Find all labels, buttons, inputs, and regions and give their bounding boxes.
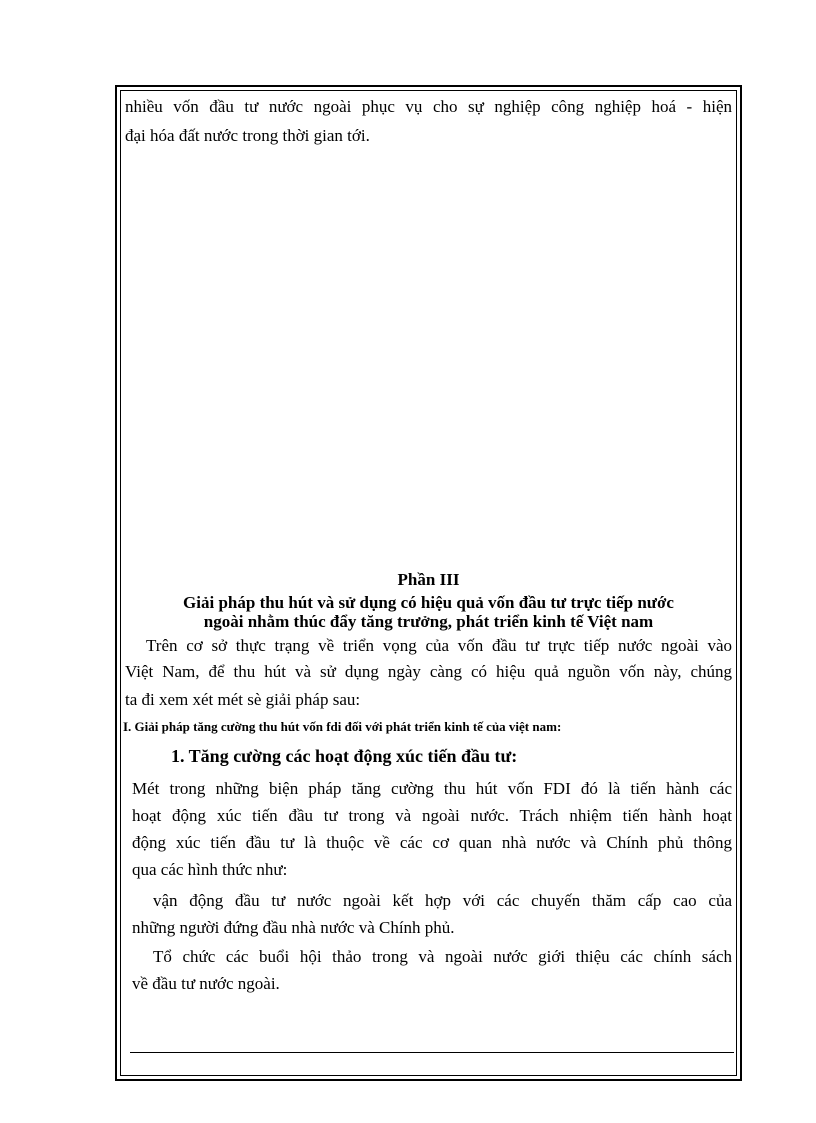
body-p2-line-1: vận động đầu tư nước ngoài kết hợp với các chuyến thăm cấp cao của [153,891,732,910]
body-p3-line-2: về đầu tư nước ngoài. [132,974,280,993]
top-paragraph-line-1: nhiều vốn đầu tư nước ngoài phục vụ cho sự nghiệp công nghiệp hoá - hiện [125,97,732,116]
intro-line-1: Trên cơ sở thực trạng về triển vọng của vốn đầu tư trực tiếp nước ngoài vào [146,636,732,655]
body-p3-line-1: Tổ chức các buổi hội thảo trong và ngoài nước giới thiệu các chính sách [153,947,732,966]
body-p1-line-4: qua các hình thức như: [132,860,288,879]
body-p1-line-3: động xúc tiến đầu tư là thuộc về các cơ quan nhà nước và Chính phủ thông [132,833,732,852]
part-heading: Phần III [397,570,460,589]
heading-section-i: I. Giải pháp tăng cường thu hút vốn fdi đối với phát triển kinh tế của việt nam: [123,719,562,734]
intro-line-3: ta đi xem xét mét sè giải pháp sau: [125,690,361,709]
section-title-line-1: Giải pháp thu hút và sử dụng có hiệu quả vốn đầu tư trực tiếp nước [183,593,674,612]
body-p1-line-2: hoạt động xúc tiến đầu tư trong và ngoài nước. Trách nhiệm tiến hành hoạt [132,806,732,825]
heading-subsection-1: 1. Tăng cường các hoạt động xúc tiến đầu tư: [171,746,518,766]
body-p1-line-1: Mét trong những biện pháp tăng cường thu hút vốn FDI đó là tiến hành các [132,779,732,798]
top-paragraph-line-2: đại hóa đất nước trong thời gian tới. [125,126,370,145]
intro-line-2: Việt Nam, để thu hút và sử dụng ngày càng có hiệu quả nguồn vốn này, chúng [125,662,732,681]
section-title-line-2: ngoài nhằm thúc đẩy tăng trưởng, phát triển kinh tế Việt nam [203,612,654,631]
footer-divider [130,1052,734,1053]
body-p2-line-2: những người đứng đầu nhà nước và Chính phủ. [132,918,455,937]
